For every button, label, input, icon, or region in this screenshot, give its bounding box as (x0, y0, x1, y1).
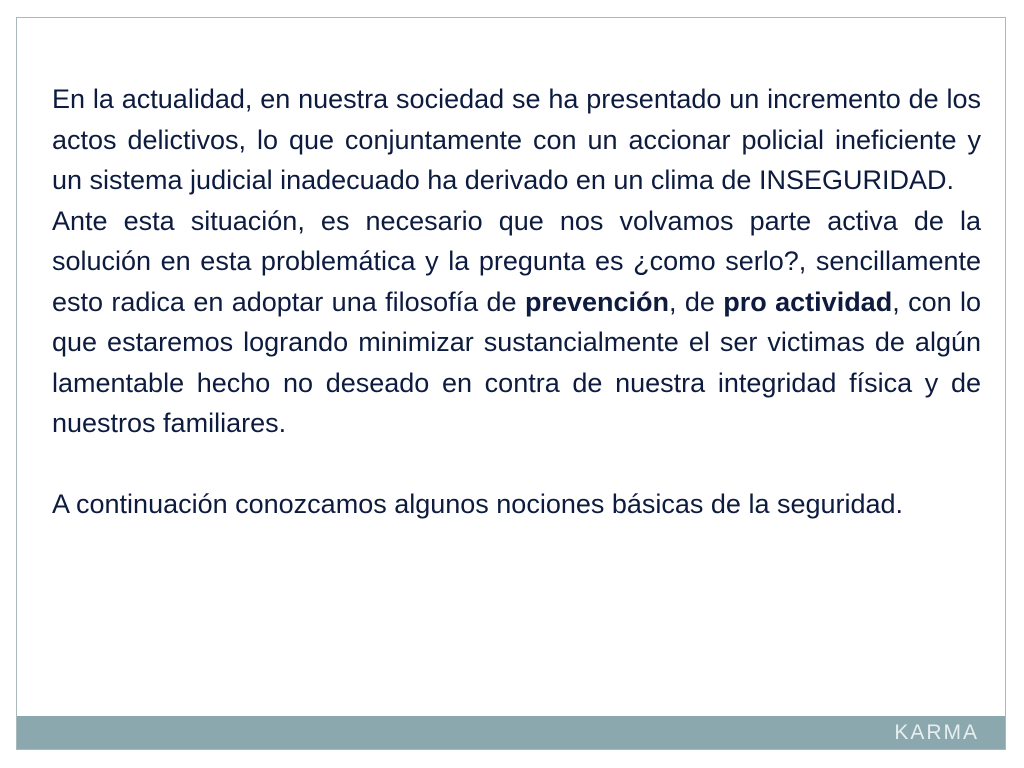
footer-bar (17, 716, 1005, 749)
emphasis-pro-actividad: pro actividad (723, 286, 893, 317)
slide-body-text (52, 79, 981, 525)
emphasis-prevencion: prevención (524, 286, 669, 317)
paragraph-prevention-part3: , con lo que estaremos logrando minimizar sustancialmente el ser victimas de algún lamentable hecho no deseado en contra de nuestra integridad física y de nuestros familiares. (52, 286, 981, 438)
paragraph-prevention (52, 201, 981, 444)
paragraph-prevention-part1: Ante esta situación, es necesario que nos volvamos parte activa de la solución en esta problemática y la pregunta es ¿como serlo?, sencillamente esto radica en adoptar una filosofía de (52, 205, 981, 317)
paragraph-prevention-part2: , de (668, 286, 724, 317)
paragraph-spacer (52, 444, 981, 485)
paragraph-conclusion: A continuación conozcamos algunos nociones básicas de la seguridad. (52, 489, 904, 519)
paragraph-intro: En la actualidad, en nuestra sociedad se ha presentado un incremento de los actos delictivos, lo que conjuntamente con un accionar policial ineficiente y un sistema judicial inadecuado ha derivado en un clima de INSEGURIDAD. (52, 84, 981, 195)
brand-label: KARMA (894, 721, 979, 744)
slide (16, 17, 1006, 750)
